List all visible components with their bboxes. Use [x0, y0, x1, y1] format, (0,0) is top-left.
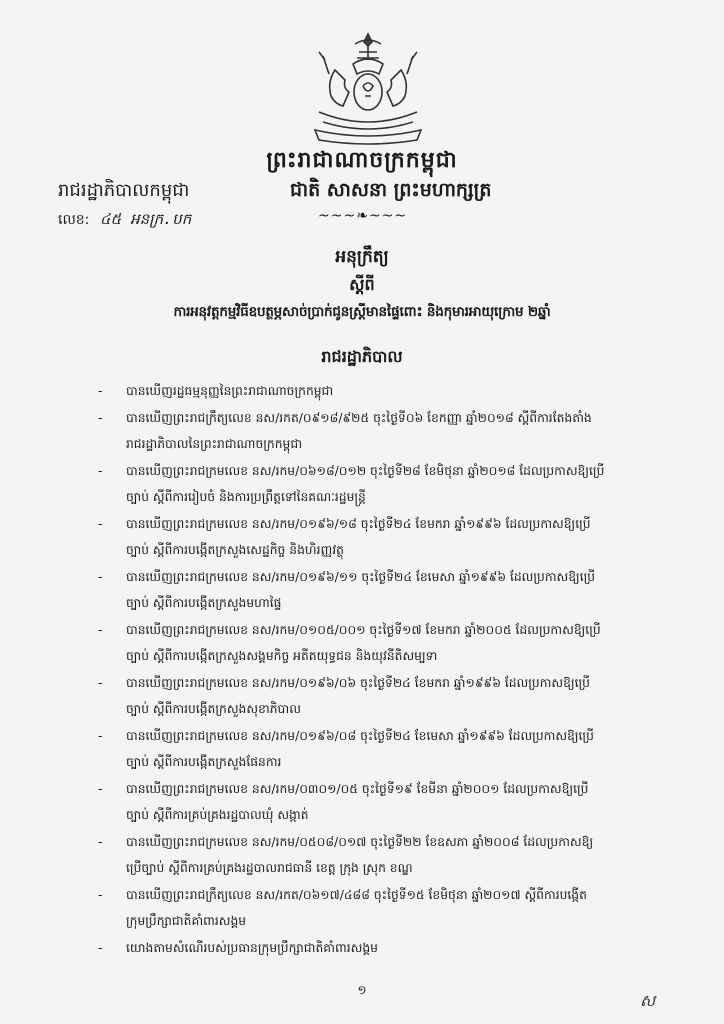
- list-item: - យោងតាមសំណើរបស់ប្រធានក្រុមប្រឹក្សាជាតិគាំពារសង្គម: [98, 940, 378, 955]
- issuing-authority: រាជរដ្ឋាភិបាល: [321, 347, 403, 366]
- reference-value: ៤៥ អនក្រ.បក: [99, 210, 192, 228]
- list-item: - បានឃើញព្រះរាជក្រឹត្យលេខ នស/រកត/០៩១៨/៩២៥ ចុះថ្ងៃទី០៦ ខែកញ្ញា ឆ្នាំ២០១៨ ស្ដីពីការតែងតាំង រាជរដ្ឋាភិបាលនៃព្រះរាជាណាចក្រកម្ពុជា: [98, 410, 592, 451]
- handwritten-initials: ស: [640, 991, 656, 1010]
- royal-coat-of-arms-icon: [305, 30, 431, 150]
- list-item: - បានឃើញព្រះរាជក្រមលេខ នស/រកម/០១០៥/០០១ ចុះថ្ងៃទី១៧ ខែមករា ឆ្នាំ២០០៥ ដែលប្រកាសឱ្យប្រើ ច្បាប់ ស្ដីពីការបង្កើតក្រសួងសង្គមកិច្ច អតីតយុទ្ធជន និងយុវនីតិសម្បទា: [98, 622, 601, 663]
- list-item: - បានឃើញព្រះរាជក្រមលេខ នស/រកម/០៣០១/០៥ ចុះថ្ងៃទី១៩ ខែមីនា ឆ្នាំ២០០១ ដែលប្រកាសឱ្យប្រើ ច្បាប់ ស្ដីពីការគ្រប់គ្រងរដ្ឋបាលឃុំ សង្កាត់: [98, 781, 589, 822]
- reference-number: [58, 210, 191, 232]
- list-item: - បានឃើញព្រះរាជក្រមលេខ នស/រកម/០១៩៦/១៨ ចុះថ្ងៃទី២៤ ខែមករា ឆ្នាំ១៩៩៦ ដែលប្រកាសឱ្យប្រើ ច្បាប់ ស្ដីពីការបង្កើតក្រសួងសេដ្ឋកិច្ច និងហិរញ្ញវត្ថុ: [98, 516, 591, 557]
- list-item: - បានឃើញព្រះរាជក្រមលេខ នស/រកម/០១៩៦/១១ ចុះថ្ងៃទី២៤ ខែមេសា ឆ្នាំ១៩៩៦ ដែលប្រកាសឱ្យប្រើ ច្បាប់ ស្ដីពីការបង្កើតក្រសួងមហាផ្ទៃ: [98, 569, 596, 610]
- list-item: - បានឃើញព្រះរាជក្រមលេខ នស/រកម/០១៩៦/០៨ ចុះថ្ងៃទី២៤ ខែមេសា ឆ្នាំ១៩៩៦ ដែលប្រកាសឱ្យប្រើ ច្បាប់ ស្ដីពីការបង្កើតក្រសួងផែនការ: [98, 728, 594, 769]
- decorative-ornament: ~~~❧~~~: [318, 208, 408, 224]
- list-item: - បានឃើញព្រះរាជក្រមលេខ នស/រកម/០៥០៨/០១៧ ចុះថ្ងៃទី២២ ខែឧសភា ឆ្នាំ២០០៨ ដែលប្រកាសឱ្យ ប្រើច្បាប់ ស្ដីពីការគ្រប់គ្រងរដ្ឋបាលរាជធានី ខេត្ត ក្រុង ស្រុក ខណ្ឌ: [98, 834, 594, 875]
- document-type: អនុក្រឹត្យ: [335, 247, 389, 267]
- government-label: រាជរដ្ឋាភិបាលកម្ពុជា: [58, 180, 190, 201]
- list-item: - បានឃើញព្រះរាជក្រមលេខ នស/រកម/០១៩៦/០៦ ចុះថ្ងៃទី២៤ ខែមករា ឆ្នាំ១៩៩៦ ដែលប្រកាសឱ្យប្រើ ច្បាប់ ស្ដីពីការបង្កើតក្រសួងសុខាភិបាល: [98, 675, 590, 716]
- about-label: ស្ដីពី: [349, 275, 375, 294]
- kingdom-name: ព្រះរាជាណាចក្រកម្ពុជា: [266, 147, 458, 173]
- national-motto: ជាតិ សាសនា ព្រះមហាក្សត្រ: [290, 179, 492, 201]
- legal-basis-list: [98, 378, 698, 961]
- page-number: ១: [357, 983, 367, 997]
- list-item: - បានឃើញព្រះរាជក្រឹត្យលេខ នស/រកត/០៦១៧/៤៨៨ ចុះថ្ងៃទី១៥ ខែមិថុនា ឆ្នាំ២០១៧ ស្ដីពីការបង្កើត ក្រុមប្រឹក្សាជាតិគាំពារសង្គម: [98, 887, 587, 928]
- decree-subject: ការអនុវត្តកម្មវិធីឧបត្ថម្ភសាច់ប្រាក់ជូនស្ត្រីមានផ្ទៃពោះ និងកុមារអាយុក្រោម ២ឆ្នាំ: [173, 304, 551, 320]
- reference-label: លេខ:: [58, 212, 90, 228]
- list-item: - បានឃើញព្រះរាជក្រមលេខ នស/រកម/០៦១៨/០១២ ចុះថ្ងៃទី២៨ ខែមិថុនា ឆ្នាំ២០១៨ ដែលប្រកាសឱ្យប្រើ ច្បាប់ ស្ដីពីការរៀបចំ និងការប្រព្រឹត្តទៅនៃគណៈរដ្ឋមន្ត្រី: [98, 463, 605, 504]
- list-item: - បានឃើញរដ្ឋធម្មនុញ្ញនៃព្រះរាជាណាចក្រកម្ពុជា: [98, 384, 334, 398]
